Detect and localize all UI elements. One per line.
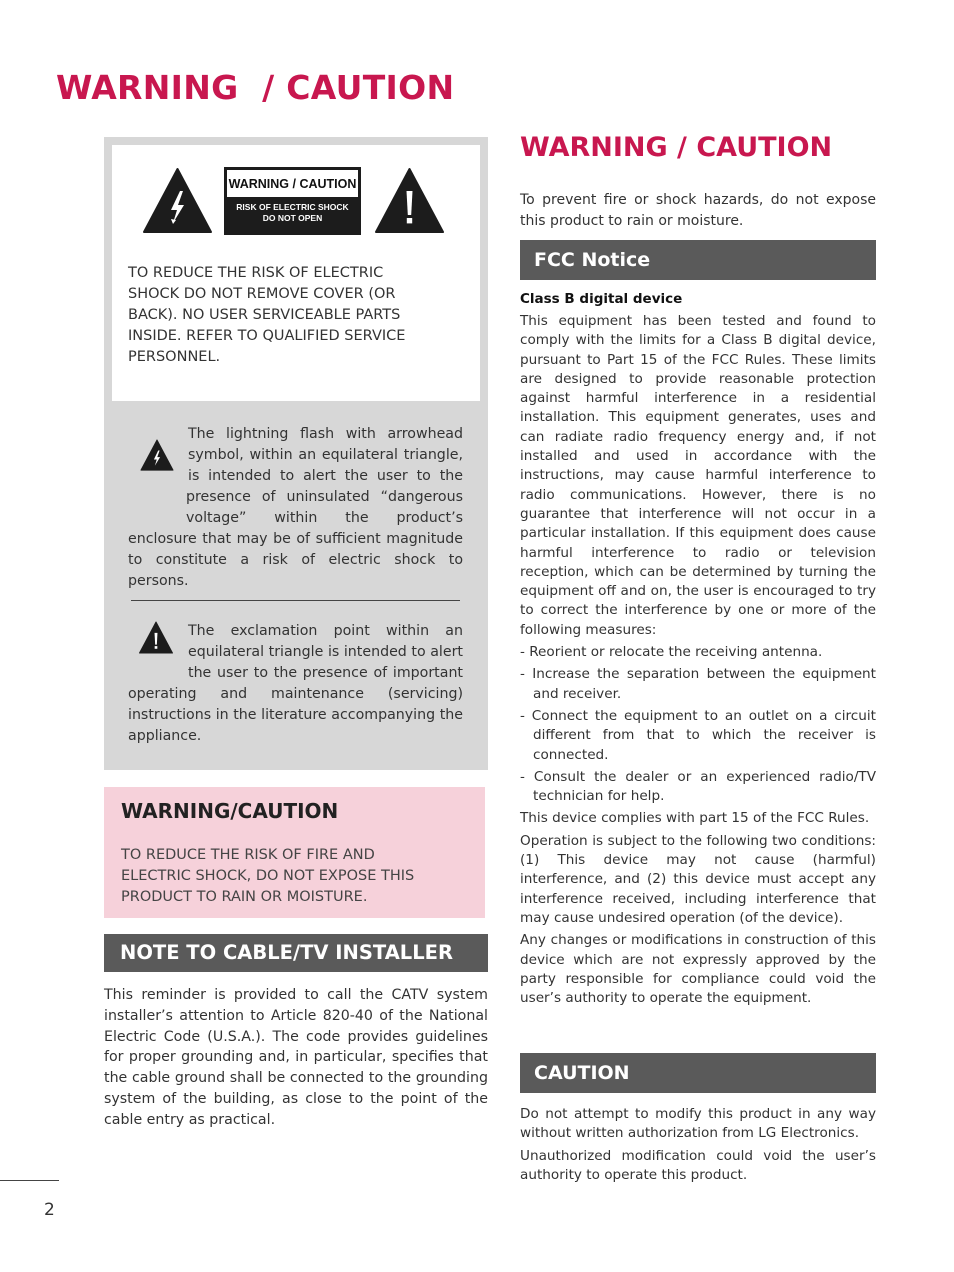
exclamation-small-icon bbox=[138, 621, 174, 654]
cable-installer-text: This reminder is provided to call the CATV system installer’s attention to Article 820-40 of the National Electric Code (U.S.A.). The code provides guidelines for proper grounding and, in particular, specifies that the cable ground shall be connected to the grounding system of the building, as close to the point of the cable entry as practical. bbox=[104, 987, 488, 1128]
fcc-measures-list bbox=[520, 643, 876, 806]
label-line-2: DO NOT OPEN bbox=[262, 213, 323, 223]
exclamation-explanation-text: The exclamation point within an equilateral triangle is intended to alert the user to the presence of important operating and maintenance (servicing) instructions in the literature accompanying the appliance. bbox=[128, 623, 463, 744]
fcc-paragraph-2: This device complies with part 15 of the FCC Rules. bbox=[520, 810, 870, 827]
lightning-small-icon bbox=[140, 438, 174, 472]
fcc-paragraph-4: Any changes or modifications in construction of this device which are not expressly approved by the party responsible for compliance could void the user’s authority to operate the equipment. bbox=[520, 932, 876, 1007]
fcc-paragraph-3: Operation is subject to the following two conditions: (1) This device may not cause (harmful) interference, and (2) this device must accept any interference received, including interference that may cause undesired operation (of the device). bbox=[520, 832, 876, 926]
warning-caution-label bbox=[224, 167, 361, 235]
lightning-explanation-text: The lightning flash with arrowhead symbol, within an equilateral triangle, is intended to alert the user to the presence of uninsulated “dangerous voltage” within the product’s enclosure that may be of sufficient magnitude to constitute a risk of electric shock to persons. bbox=[128, 426, 463, 589]
section-title: WARNING / CAUTION bbox=[520, 132, 833, 163]
caution-heading: CAUTION bbox=[520, 1053, 876, 1093]
symbols-divider bbox=[131, 600, 460, 601]
label-heading: WARNING / CAUTION bbox=[227, 170, 358, 197]
electric-shock-warning-text: TO REDUCE THE RISK OF ELECTRIC SHOCK DO NOT REMOVE COVER (OR BACK). NO USER SERVICEABLE PARTS INSIDE. REFER TO QUALIFIED SERVICE PERSONNEL. bbox=[128, 265, 406, 365]
cable-installer-heading: NOTE TO CABLE/TV INSTALLER bbox=[104, 934, 488, 972]
list-item: - Reorient or relocate the receiving antenna. bbox=[520, 644, 823, 661]
caution-body bbox=[520, 1105, 876, 1188]
footer-rule bbox=[0, 1180, 59, 1181]
page-title: WARNING / CAUTION bbox=[56, 68, 455, 107]
list-item: - Increase the separation between the equipment and receiver. bbox=[520, 666, 876, 702]
lightning-triangle-icon bbox=[142, 167, 213, 234]
label-line-1: RISK OF ELECTRIC SHOCK bbox=[236, 202, 349, 212]
caution-paragraph-1: Do not attempt to modify this product in any way without written authorization from LG Electronics. bbox=[520, 1106, 876, 1142]
list-item: - Consult the dealer or an experienced radio/TV technician for help. bbox=[520, 768, 876, 805]
fcc-notice-heading: FCC Notice bbox=[520, 240, 876, 280]
class-b-heading: Class B digital device bbox=[520, 291, 683, 307]
warning-caution-heading: WARNING/CAUTION bbox=[121, 799, 339, 823]
fcc-paragraph-1: This equipment has been tested and found to comply with the limits for a Class B digital device, pursuant to Part 15 of the FCC Rules. These limits are designed to provide reasonable protection against harmful interference in a residential installation. This equipment generates, uses and can radiate radio frequency energy and, if not installed and used in accordance with the instructions, may cause harmful interference to radio communications. However, there is no guarantee that interference will not occur in a particular installation. If this equipment does cause harmful interference to radio or television reception, which can be determined by turning the equipment off and on, the user is encouraged to try to correct the interference by one or more of the following measures: bbox=[520, 313, 876, 638]
warning-caution-text: TO REDUCE THE RISK OF FIRE AND ELECTRIC SHOCK, DO NOT EXPOSE THIS PRODUCT TO RAIN OR MOISTURE. bbox=[121, 847, 415, 905]
intro-text: To prevent fire or shock hazards, do not expose this product to rain or moisture. bbox=[520, 192, 876, 229]
page-number: 2 bbox=[44, 1200, 55, 1220]
fcc-notice-body bbox=[520, 312, 876, 1011]
list-item: - Connect the equipment to an outlet on a circuit different from that to which the receiver is connected. bbox=[520, 707, 876, 763]
exclamation-symbol-explanation bbox=[128, 621, 463, 747]
exclamation-triangle-icon bbox=[374, 167, 445, 234]
lightning-symbol-explanation bbox=[128, 424, 463, 592]
caution-paragraph-2: Unauthorized modification could void the user’s authority to operate this product. bbox=[520, 1147, 876, 1183]
